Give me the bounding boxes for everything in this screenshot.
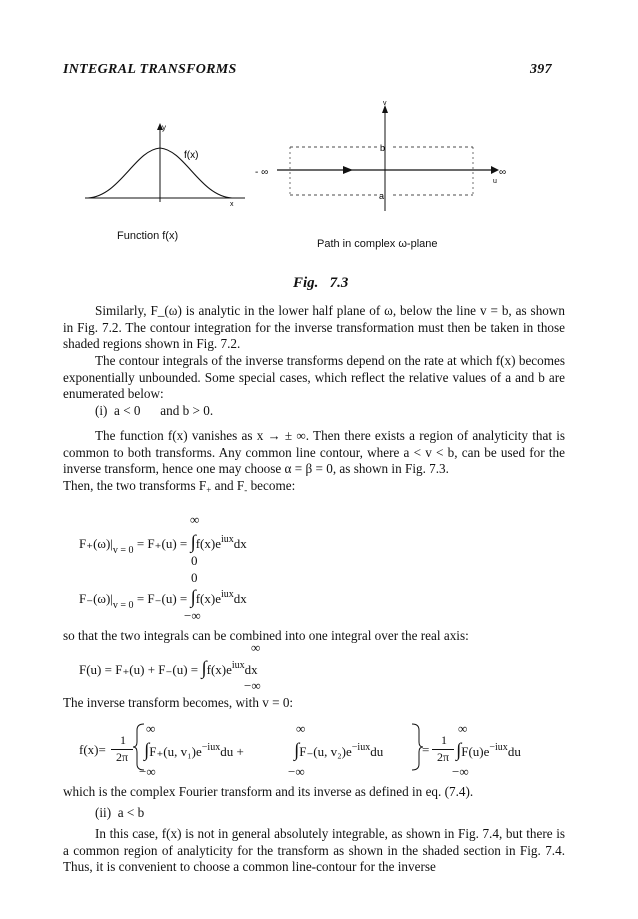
eq2-sub: v = 0	[112, 600, 134, 611]
x-axis-label: x	[230, 201, 234, 208]
eq1-lhs: F₊(ω)|	[79, 536, 113, 551]
case-2-heading: (ii) a < b	[95, 805, 145, 820]
eq4-t3-exp: −iux	[489, 742, 508, 753]
eq3-rhs: f(x)e	[206, 662, 232, 677]
eq1-mid: = F₊(u) =	[133, 536, 191, 551]
v-axis-label: v	[383, 100, 387, 107]
eq2-lower-limit: −∞	[184, 608, 201, 623]
a-label: a	[379, 191, 385, 201]
paragraph-4: Then, the two transforms $F_+$ and $F_-$ become:	[63, 478, 296, 495]
equation-1	[79, 533, 247, 556]
integral-sign: ∫	[456, 740, 462, 761]
figure-left-caption: Function f(x)	[117, 230, 179, 242]
eq4-frac-den: 2π	[115, 750, 129, 764]
eq4-lhs: f(x)=	[79, 742, 106, 757]
page-number: 397	[530, 62, 552, 77]
eq4-t2: F₋(u, v₂)e	[299, 744, 352, 759]
eq2-dx: dx	[233, 591, 247, 606]
equation-3	[79, 659, 258, 678]
integral-sign: ∫	[190, 587, 196, 608]
eq3-lhs: F(u) = F₊(u) + F₋(u) =	[79, 662, 202, 677]
u-axis-label: u	[493, 178, 497, 185]
eq1-rhs: f(x)e	[195, 536, 221, 551]
eq4-frac-num-2: 1	[441, 733, 447, 747]
eq4-limit-upper-3: ∞	[458, 721, 468, 736]
eq4-t2-du: du	[370, 744, 384, 759]
eq2-rhs: f(x)e	[195, 591, 221, 606]
p4-part-b: and F	[214, 478, 245, 493]
eq4-frac-den-2: 2π	[436, 750, 450, 764]
eq2-lhs: F₋(ω)|	[79, 591, 113, 606]
integral-sign: ∫	[144, 740, 150, 761]
integral-sign: ∫	[190, 532, 196, 553]
equation-2	[79, 588, 247, 611]
running-header-title: INTEGRAL TRANSFORMS	[63, 62, 237, 77]
curve-label: f(x)	[184, 150, 199, 161]
paragraph-7: which is the complex Fourier transform and its inverse as defined in eq. (7.4).	[63, 784, 474, 799]
eq4-t3-du: du	[507, 744, 521, 759]
eq4-term-2	[294, 741, 383, 760]
contour-direction-arrow	[343, 166, 353, 174]
eq1-sub: v = 0	[112, 545, 134, 556]
integral-sign: ∫	[201, 658, 207, 679]
eq4-term-1	[144, 741, 244, 760]
pos-infinity-label: ∞	[499, 167, 507, 178]
complex-plane-diagram	[255, 95, 525, 215]
b-label: b	[380, 143, 386, 153]
eq2-exp: iux	[220, 589, 234, 600]
eq4-limit-lower-3: −∞	[452, 764, 469, 779]
eq3-exp: iux	[231, 660, 245, 671]
paragraph-3: The function f(x) vanishes as x → ± ∞. Then there exists a region of analyticity that is common to both transforms. Any common line contour, where a < v < b, can be used for the inverse transform, hence one may choose α = β = 0, as shown in Fig. 7.3.	[63, 428, 565, 477]
eq4-limit-upper-1: ∞	[146, 721, 156, 736]
eq4-limit-upper-2: ∞	[296, 721, 306, 736]
u-axis-arrow	[491, 166, 499, 174]
y-axis-label: y	[162, 123, 166, 132]
eq4-term-3	[456, 741, 521, 760]
eq3-dx: dx	[244, 662, 258, 677]
paragraph-8: In this case, f(x) is not in general absolutely integrable, as shown in Fig. 7.4, but there is a common region of analyticity for the transform as shown in the shaded section in Fig. 7.4. Thus, it is convenient to choose a common line-contour for the inverse	[63, 826, 565, 875]
paragraph-1: Similarly, F_(ω) is analytic in the lower half plane of ω, below the line v = b, as shown in Fig. 7.2. The contour integration for the inverse transformation must then be taken in those shaded regions shown in Fig. 7.2.	[63, 303, 565, 352]
eq4-equals: =	[422, 742, 430, 757]
eq4-t2-exp: −iux	[351, 742, 371, 753]
eq2-mid: = F₋(u) =	[133, 591, 191, 606]
eq1-lower-limit: 0	[191, 553, 198, 568]
eq3-lower-limit: −∞	[244, 678, 261, 693]
eq1-exp: iux	[220, 534, 234, 545]
paragraph-2: The contour integrals of the inverse transforms depend on the rate at which f(x) becomes exponentially unbounded. Some special cases, which reflect the relative values of a and b are enumerated below:	[63, 353, 565, 402]
eq4-t1-du: du +	[220, 744, 244, 759]
eq1-dx: dx	[233, 536, 247, 551]
eq4-t3: F(u)e	[461, 744, 490, 759]
eq4-limit-lower-1: −∞	[139, 764, 156, 779]
eq3-upper-limit: ∞	[251, 640, 261, 655]
p4-part-c: become:	[250, 478, 296, 493]
paragraph-6: The inverse transform becomes, with v = 0:	[63, 695, 294, 710]
eq4-t1-exp: −iux	[201, 742, 221, 753]
figure-right-caption: Path in complex ω-plane	[317, 238, 438, 250]
eq1-upper-limit: ∞	[190, 512, 200, 527]
eq2-upper-limit: 0	[191, 570, 198, 585]
function-plot	[80, 118, 250, 208]
eq4-frac-num: 1	[120, 733, 126, 747]
integral-sign: ∫	[294, 740, 300, 761]
figure-label: Fig. 7.3	[293, 275, 349, 291]
neg-infinity-label: - ∞	[255, 167, 269, 178]
eq4-limit-lower-2: −∞	[288, 764, 305, 779]
paragraph-5: so that the two integrals can be combined into one integral over the real axis:	[63, 628, 469, 643]
case-1-heading: (i) a < 0 and b > 0.	[95, 403, 214, 418]
eq4-t1: F₊(u, v₁)e	[149, 744, 202, 759]
p4-part-a: Then, the two transforms F	[63, 478, 207, 493]
